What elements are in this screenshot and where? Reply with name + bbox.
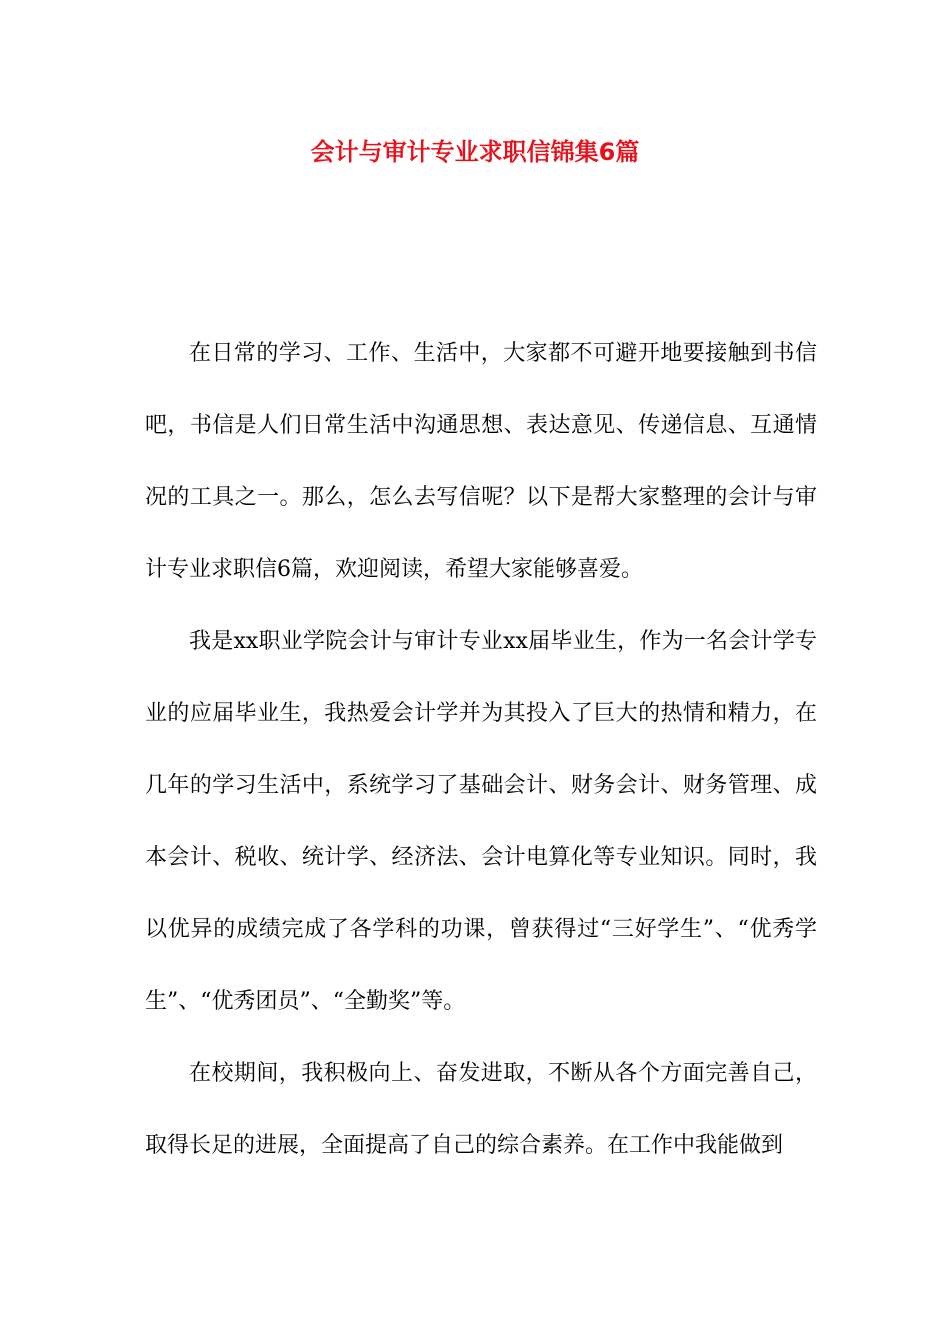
document-title: 会计与审计专业求职信锦集6篇 (310, 138, 640, 166)
document-body (145, 318, 817, 1182)
paragraph-intro: 在日常的学习、工作、生活中，大家都不可避开地要接触到书信吧，书信是人们日常生活中沟通思想、表达意见、传递信息、互通情况的工具之一。那么，怎么去写信呢？以下是帮大家整理的会计与审计专业求职信6篇，欢迎阅读，希望大家能够喜爱。 (145, 341, 817, 582)
paragraph-background: 我是xx职业学院会计与审计专业xx届毕业生，作为一名会计学专业的应届毕业生，我热爱会计学并为其投入了巨大的热情和精力，在几年的学习生活中，系统学习了基础会计、财务会计、财务管理、成本会计、税收、统计学、经济法、会计电算化等专业知识。同时，我以优异的成绩完成了各学科的功课，曾获得过“三好学生”、“优秀学生”、“优秀团员”、“全勤奖”等。 (145, 629, 817, 1014)
paragraph-campus: 在校期间，我积极向上、奋发进取，不断从各个方面完善自己，取得长足的进展，全面提高了自己的综合素养。在工作中我能做到 (145, 1061, 817, 1158)
